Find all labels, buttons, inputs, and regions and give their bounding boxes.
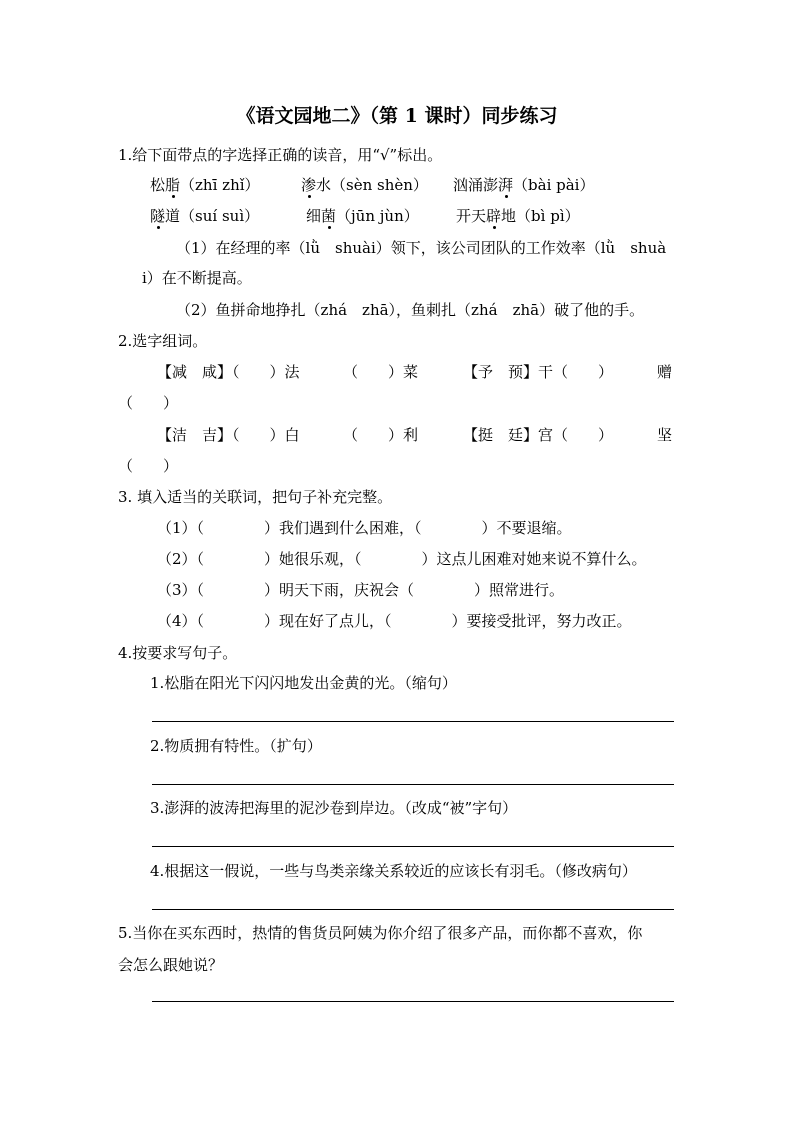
answer-line[interactable] [152,909,674,910]
q4-item-1: 1.松脂在阳光下闪闪地发出金黄的光。（缩句） [150,674,457,692]
q1-sentence-2[interactable]: （2）鱼拼命地挣扎（zhá zhā），鱼刺扎（zhá zhā）破了他的手。 [176,301,645,319]
answer-line[interactable] [152,1001,674,1002]
dotted-char: 湃 [498,176,514,194]
q2-row1-item-3[interactable]: 【予 预】干（ ） [463,363,614,381]
q2-row2-item-4[interactable]: 坚 [657,426,673,444]
q2-row1-cont[interactable]: （ ） [118,394,179,412]
dotted-char: 脂 [165,176,181,194]
q2-row2-item-2[interactable]: （ ）利 [343,426,419,444]
q2-row1-item-4[interactable]: 赠 [657,363,673,381]
q2-row2-cont[interactable]: （ ） [118,457,179,475]
answer-line[interactable] [152,846,674,847]
dotted-char: 辟 [486,207,502,225]
pinyin-options[interactable]: （zhī zhǐ） [180,176,260,194]
q1-sentence-1-cont[interactable]: i）在不断提高。 [142,269,252,287]
q1-word-2: 渗水（sèn shèn） [301,176,428,194]
q4-stem: 4.按要求写句子。 [118,644,238,662]
dotted-char: 菌 [321,207,337,225]
q3-item-1[interactable]: （1）（ ）我们遇到什么困难，（ ）不要退缩。 [157,519,572,537]
q2-row1-item-2[interactable]: （ ）菜 [343,363,419,381]
q5-stem-line-2: 会怎么跟她说？ [118,956,224,974]
q3-stem: 3. 填入适当的关联词，把句子补充完整。 [118,488,393,506]
dotted-char: 渗 [301,176,317,194]
pinyin-options[interactable]: （jūn jùn） [336,207,419,225]
pinyin-options[interactable]: （bài pài） [513,176,595,194]
q3-item-2[interactable]: （2）（ ）她很乐观，（ ）这点儿困难对她来说不算什么。 [157,550,647,568]
dotted-char: 隧 [150,207,166,225]
pinyin-options[interactable]: （sèn shèn） [331,176,428,194]
q4-item-3: 3.澎湃的波涛把海里的泥沙卷到岸边。（改成“被”字句） [150,799,518,817]
q4-item-4: 4.根据这一假说，一些与鸟类亲缘关系较近的应该长有羽毛。（修改病句） [150,862,637,880]
answer-line[interactable] [152,721,674,722]
q3-item-3[interactable]: （3）（ ）明天下雨，庆祝会（ ）照常进行。 [157,581,565,599]
q2-stem: 2.选字组词。 [118,332,208,350]
q2-row2-item-3[interactable]: 【挺 廷】宫（ ） [463,426,614,444]
q1-word-5: 细菌（jūn jùn） [306,207,419,225]
q1-word-6: 开天辟地（bì pì） [456,207,580,225]
q3-item-4[interactable]: （4）（ ）现在好了点儿，（ ）要接受批评，努力改正。 [157,612,632,630]
q1-stem: 1.给下面带点的字选择正确的读音，用“√”标出。 [118,146,443,164]
pinyin-options[interactable]: （bì pì） [516,207,580,225]
q4-item-2: 2.物质拥有特性。（扩句） [150,737,322,755]
q1-sentence-1[interactable]: （1）在经理的率（lǜ shuài）领下，该公司团队的工作效率（lǜ shuà [176,239,667,257]
answer-line[interactable] [152,784,674,785]
q5-stem-line-1: 5.当你在买东西时，热情的售货员阿姨为你介绍了很多产品，而你都不喜欢，你 [118,924,643,942]
q1-word-4: 隧道（suí suì） [150,207,260,225]
q1-word-1: 松脂（zhī zhǐ） [150,176,260,194]
pinyin-options[interactable]: （suí suì） [180,207,260,225]
q2-row2-item-1[interactable]: 【洁 吉】（ ）白 [157,426,300,444]
page-title: 《语文园地二》（第 1 课时）同步练习 [236,105,558,127]
q2-row1-item-1[interactable]: 【减 咸】（ ）法 [157,363,300,381]
q1-word-3: 汹涌澎湃（bài pài） [453,176,595,194]
